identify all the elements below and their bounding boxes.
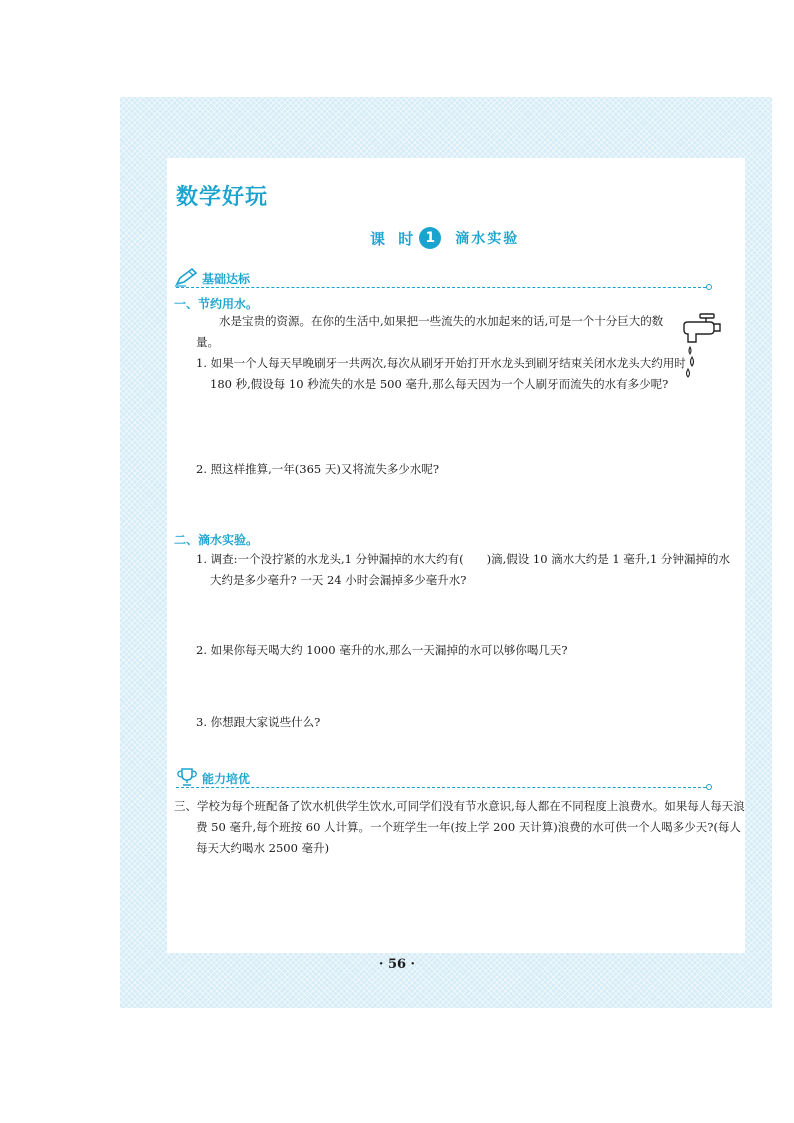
q1-item2: 2. 照这样推算,一年(365 天)又将流失多少水呢? [196, 462, 440, 476]
trophy-icon [174, 767, 200, 787]
q1-intro: 水是宝贵的资源。在你的生活中,如果把一些流失的水加起来的话,可是一个十分巨大的数量。 [196, 314, 664, 349]
divider-end [706, 784, 712, 790]
section-ability-header [174, 767, 250, 787]
section-basic-label: 基础达标 [202, 272, 251, 286]
divider [176, 787, 706, 788]
page-number: · 56 · [378, 957, 416, 972]
q1-item1: 1. 如果一个人每天早晚刷牙一共两次,每次从刷牙开始打开水龙头到刷牙结束关闭水龙头大约用时 180 秒,假设每 10 秒流失的水是 500 毫升,那么每天因为一个人刷牙而流失的水有多少呢? [196, 356, 686, 391]
divider-end [706, 284, 712, 290]
q1-title: 一、节约用水。 [174, 297, 259, 311]
lesson-number: 1 [419, 227, 441, 249]
q2-item3: 3. 你想跟大家说些什么? [196, 715, 321, 729]
section-basic-header [174, 267, 250, 287]
section-ability-label: 能力培优 [202, 772, 251, 786]
lesson-heading [370, 227, 519, 249]
q2-item2: 2. 如果你每天喝大约 1000 毫升的水,那么一天漏掉的水可以够你喝几天? [196, 643, 568, 657]
divider [176, 287, 706, 288]
q2-title: 二、滴水实验。 [174, 533, 259, 547]
lesson-name: 滴水实验 [455, 231, 520, 247]
chapter-title: 数学好玩 [176, 185, 269, 210]
q2-item1: 1. 调查:一个没拧紧的水龙头,1 分钟漏掉的水大约有( )滴,假设 10 滴水大约是 1 毫升,1 分钟漏掉的水大约是多少毫升? 一天 24 小时会漏掉多少毫升水? [196, 552, 730, 587]
lesson-word: 课 时 [370, 229, 418, 248]
pencil-icon [174, 267, 200, 287]
q3-text: 三、学校为每个班配备了饮水机供学生饮水,可同学们没有节水意识,每人都在不同程度上浪费水。如果每人每天浪费 50 毫升,每个班按 60 人计算。一个班学生一年(按上学 200 天计算)浪费的水可供一个人喝多少天?(每人每天大约喝水 2500 毫升) [174, 799, 745, 855]
